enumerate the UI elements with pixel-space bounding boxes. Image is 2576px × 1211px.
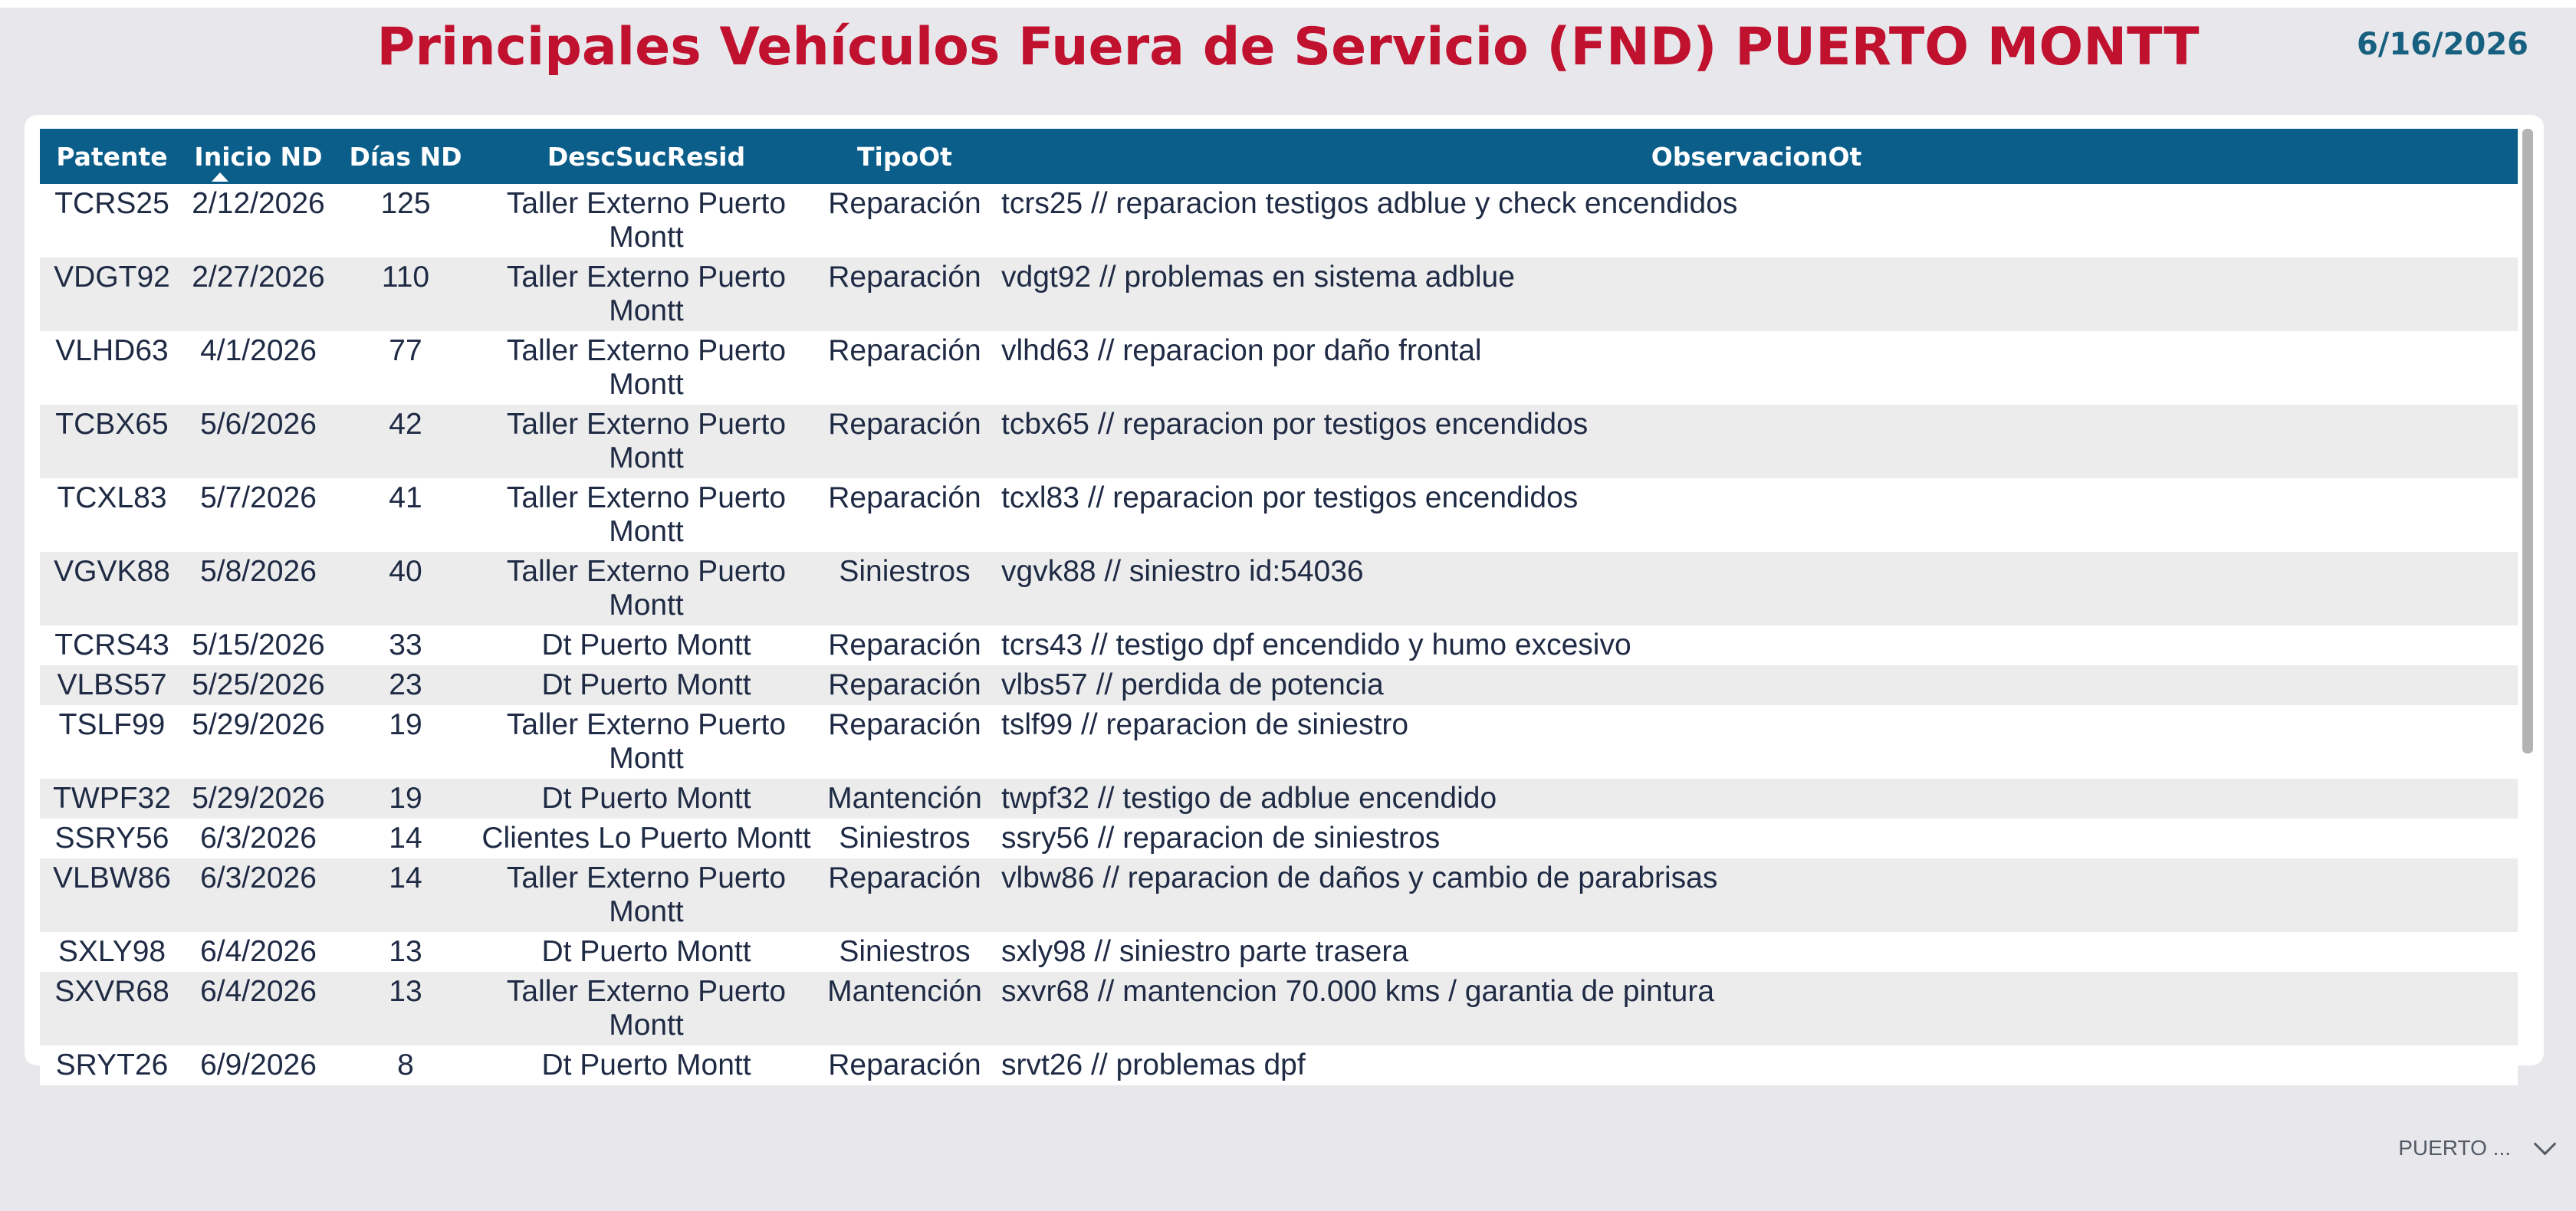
cell-observacionot: tcrs25 // reparacion testigos adblue y check encendidos — [995, 184, 2518, 258]
branch-slicer[interactable] — [2398, 1131, 2553, 1165]
cell-inicio-nd: 2/27/2026 — [184, 258, 333, 331]
cell-observacionot: tslf99 // reparacion de siniestro — [995, 705, 2518, 779]
table-row[interactable] — [40, 858, 2518, 932]
scrollbar-thumb[interactable] — [2522, 129, 2533, 753]
cell-observacionot: sxly98 // siniestro parte trasera — [995, 932, 2518, 972]
cell-observacionot: tcrs43 // testigo dpf encendido y humo excesivo — [995, 625, 2518, 665]
cell-dias-nd: 8 — [333, 1045, 478, 1085]
table-row[interactable] — [40, 665, 2518, 705]
table-row[interactable] — [40, 819, 2518, 858]
cell-inicio-nd: 5/25/2026 — [184, 665, 333, 705]
cell-descsucresid: Dt Puerto Montt — [478, 1045, 814, 1085]
cell-descsucresid: Taller Externo Puerto Montt — [478, 331, 814, 405]
cell-patente: VGVK88 — [40, 552, 184, 625]
cell-observacionot: vlhd63 // reparacion por daño frontal — [995, 331, 2518, 405]
cell-inicio-nd: 6/9/2026 — [184, 1045, 333, 1085]
sort-ascending-icon — [212, 172, 228, 182]
cell-dias-nd: 110 — [333, 258, 478, 331]
cell-dias-nd: 40 — [333, 552, 478, 625]
page-title: Principales Vehículos Fuera de Servicio (FND) PUERTO MONTT — [376, 17, 2200, 77]
cell-dias-nd: 41 — [333, 478, 478, 552]
cell-inicio-nd: 2/12/2026 — [184, 184, 333, 258]
cell-dias-nd: 14 — [333, 858, 478, 932]
table-row[interactable] — [40, 625, 2518, 665]
cell-patente: VDGT92 — [40, 258, 184, 331]
cell-tipoot: Siniestros — [814, 819, 995, 858]
column-header-inicio-nd[interactable] — [184, 129, 333, 184]
cell-descsucresid: Taller Externo Puerto Montt — [478, 858, 814, 932]
cell-descsucresid: Taller Externo Puerto Montt — [478, 405, 814, 478]
table-row[interactable] — [40, 184, 2518, 258]
table-scroll-area[interactable] — [40, 129, 2518, 1081]
cell-descsucresid: Taller Externo Puerto Montt — [478, 184, 814, 258]
column-header-observacionot[interactable]: ObservacionOt — [995, 129, 2518, 184]
cell-dias-nd: 33 — [333, 625, 478, 665]
cell-inicio-nd: 5/7/2026 — [184, 478, 333, 552]
cell-descsucresid: Dt Puerto Montt — [478, 665, 814, 705]
table-header-row — [40, 129, 2518, 184]
cell-patente: SXVR68 — [40, 972, 184, 1045]
table-row[interactable] — [40, 258, 2518, 331]
cell-tipoot: Reparación — [814, 258, 995, 331]
cell-observacionot: vlbw86 // reparacion de daños y cambio de parabrisas — [995, 858, 2518, 932]
table-row[interactable] — [40, 1045, 2518, 1085]
table-row[interactable] — [40, 552, 2518, 625]
cell-tipoot: Reparación — [814, 184, 995, 258]
cell-dias-nd: 19 — [333, 779, 478, 819]
cell-inicio-nd: 6/3/2026 — [184, 858, 333, 932]
cell-tipoot: Reparación — [814, 405, 995, 478]
cell-observacionot: vdgt92 // problemas en sistema adblue — [995, 258, 2518, 331]
table-row[interactable] — [40, 932, 2518, 972]
cell-patente: TCXL83 — [40, 478, 184, 552]
cell-dias-nd: 42 — [333, 405, 478, 478]
column-header-dias-nd[interactable]: Días ND — [333, 129, 478, 184]
cell-observacionot: twpf32 // testigo de adblue encendido — [995, 779, 2518, 819]
cell-dias-nd: 23 — [333, 665, 478, 705]
cell-dias-nd: 77 — [333, 331, 478, 405]
report-date: 6/16/2026 — [2356, 27, 2528, 62]
cell-descsucresid: Taller Externo Puerto Montt — [478, 552, 814, 625]
cell-observacionot: vlbs57 // perdida de potencia — [995, 665, 2518, 705]
cell-dias-nd: 19 — [333, 705, 478, 779]
table-row[interactable] — [40, 478, 2518, 552]
table-row[interactable] — [40, 405, 2518, 478]
cell-patente: VLBW86 — [40, 858, 184, 932]
table-row[interactable] — [40, 705, 2518, 779]
cell-descsucresid: Taller Externo Puerto Montt — [478, 258, 814, 331]
cell-tipoot: Reparación — [814, 625, 995, 665]
column-header-label: Inicio ND — [194, 141, 323, 172]
cell-inicio-nd: 6/3/2026 — [184, 819, 333, 858]
cell-patente: SRYT26 — [40, 1045, 184, 1085]
cell-patente: TWPF32 — [40, 779, 184, 819]
cell-observacionot: sxvr68 // mantencion 70.000 kms / garantia de pintura — [995, 972, 2518, 1045]
cell-descsucresid: Dt Puerto Montt — [478, 779, 814, 819]
cell-descsucresid: Dt Puerto Montt — [478, 625, 814, 665]
column-header-patente[interactable]: Patente — [40, 129, 184, 184]
cell-inicio-nd: 4/1/2026 — [184, 331, 333, 405]
table-row[interactable] — [40, 331, 2518, 405]
cell-patente: SSRY56 — [40, 819, 184, 858]
cell-dias-nd: 13 — [333, 932, 478, 972]
cell-inicio-nd: 5/29/2026 — [184, 705, 333, 779]
column-header-descsucresid[interactable]: DescSucResid — [478, 129, 814, 184]
cell-inicio-nd: 6/4/2026 — [184, 972, 333, 1045]
cell-descsucresid: Clientes Lo Puerto Montt — [478, 819, 814, 858]
table-body — [40, 184, 2518, 1085]
cell-tipoot: Mantención — [814, 972, 995, 1045]
cell-descsucresid: Taller Externo Puerto Montt — [478, 478, 814, 552]
cell-tipoot: Siniestros — [814, 932, 995, 972]
vertical-scrollbar[interactable] — [2522, 129, 2533, 1058]
cell-inicio-nd: 5/8/2026 — [184, 552, 333, 625]
cell-patente: TCRS25 — [40, 184, 184, 258]
cell-tipoot: Reparación — [814, 705, 995, 779]
cell-inicio-nd: 5/29/2026 — [184, 779, 333, 819]
cell-patente: TCRS43 — [40, 625, 184, 665]
cell-observacionot: srvt26 // problemas dpf — [995, 1045, 2518, 1085]
cell-observacionot: ssry56 // reparacion de siniestros — [995, 819, 2518, 858]
cell-patente: VLHD63 — [40, 331, 184, 405]
cell-inicio-nd: 6/4/2026 — [184, 932, 333, 972]
cell-tipoot: Mantención — [814, 779, 995, 819]
cell-dias-nd: 14 — [333, 819, 478, 858]
vehicles-table — [40, 129, 2518, 1085]
top-strip — [0, 0, 2576, 8]
cell-descsucresid: Taller Externo Puerto Montt — [478, 972, 814, 1045]
cell-observacionot: tcbx65 // reparacion por testigos encendidos — [995, 405, 2518, 478]
table-row[interactable] — [40, 972, 2518, 1045]
cell-descsucresid: Taller Externo Puerto Montt — [478, 705, 814, 779]
table-row[interactable] — [40, 779, 2518, 819]
cell-patente: SXLY98 — [40, 932, 184, 972]
cell-tipoot: Reparación — [814, 1045, 995, 1085]
column-header-tipoot[interactable]: TipoOt — [814, 129, 995, 184]
cell-patente: VLBS57 — [40, 665, 184, 705]
cell-inicio-nd: 5/6/2026 — [184, 405, 333, 478]
table-visual — [25, 115, 2544, 1081]
cell-patente: TSLF99 — [40, 705, 184, 779]
cell-patente: TCBX65 — [40, 405, 184, 478]
cell-tipoot: Reparación — [814, 331, 995, 405]
slicer-value: PUERTO ... — [2398, 1136, 2511, 1160]
chevron-down-icon[interactable] — [2534, 1132, 2557, 1155]
cell-tipoot: Reparación — [814, 478, 995, 552]
cell-dias-nd: 125 — [333, 184, 478, 258]
cell-inicio-nd: 5/15/2026 — [184, 625, 333, 665]
cell-observacionot: tcxl83 // reparacion por testigos encendidos — [995, 478, 2518, 552]
cell-descsucresid: Dt Puerto Montt — [478, 932, 814, 972]
cell-dias-nd: 13 — [333, 972, 478, 1045]
cell-observacionot: vgvk88 // siniestro id:54036 — [995, 552, 2518, 625]
cell-tipoot: Reparación — [814, 858, 995, 932]
cell-tipoot: Siniestros — [814, 552, 995, 625]
cell-tipoot: Reparación — [814, 665, 995, 705]
